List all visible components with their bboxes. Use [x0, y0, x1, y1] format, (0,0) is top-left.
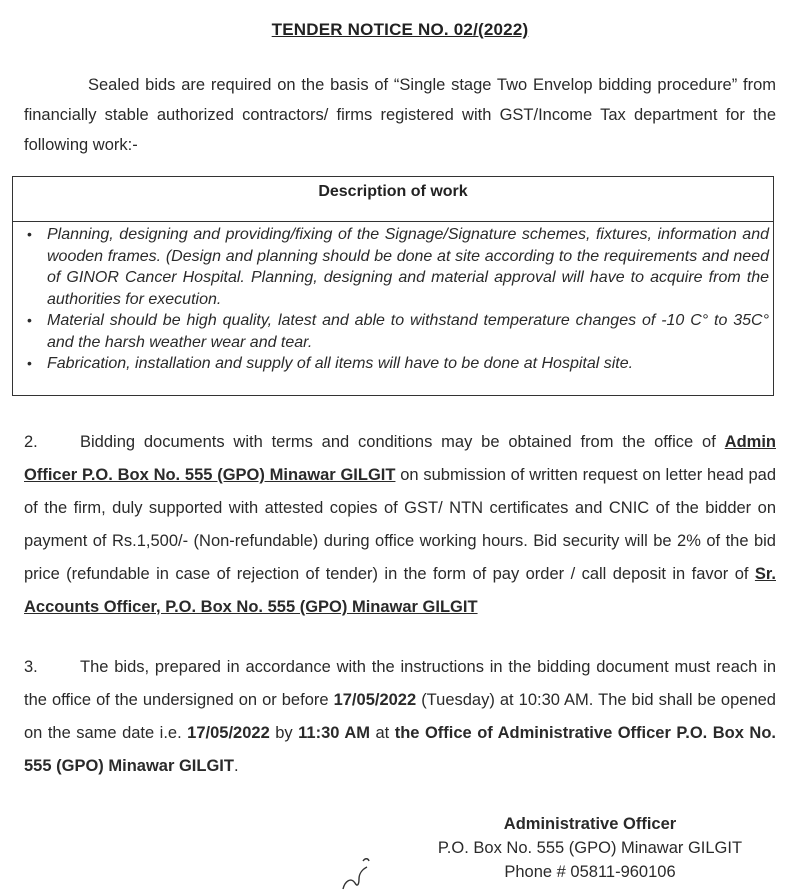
work-item [23, 310, 769, 353]
bullet-icon: • [27, 226, 32, 242]
paragraph-3 [24, 651, 776, 783]
admin-officer-address: Admin Officer P.O. Box No. 555 (GPO) Minawar GILGIT [24, 433, 776, 484]
para3-text-c: by [269, 724, 299, 742]
opening-time: 11:30 AM [298, 724, 370, 742]
para2-text-a: Bidding documents with terms and conditions may be obtained from the office of [80, 433, 725, 451]
para3-text-a: The bids, prepared in accordance with the instructions in the bidding document must reach in the office of the undersigned on or before [24, 658, 776, 709]
bullet-icon: • [27, 312, 32, 328]
intro-paragraph: Sealed bids are required on the basis of “Single stage Two Envelop bidding procedure” from financially stable authorized contractors/ firms registered with GST/Income Tax department for the following work:- [24, 76, 776, 154]
work-table-header: Description of work [13, 177, 773, 222]
paragraph-number: 2. [24, 433, 38, 451]
para3-text-e: . [233, 757, 239, 775]
work-item [23, 224, 769, 310]
work-item-text: Material should be high quality, latest and able to withstand temperature changes of -10 C° to 35C° and the harsh weather wear and tear. [47, 312, 769, 351]
submission-date: 17/05/2022 [333, 691, 417, 709]
para2-text-b: on submission of written request on letter head pad of the firm, duly supported with attested copies of GST/ NTN certificates and CNIC of the bidder on payment of Rs.1,500/- (Non-refundable) during office working hours. Bid security will be 2% of the bid price (refundable in case of rejection of tender) in the form of pay order / call deposit in favor of [24, 466, 776, 583]
bullet-icon: • [27, 355, 32, 371]
paragraph-2 [24, 426, 776, 624]
signature-block [400, 812, 780, 884]
signatory-phone: Phone # 05811-960106 [504, 863, 676, 881]
opening-date: 17/05/2022 [187, 724, 270, 742]
signature-scribble-icon [335, 855, 375, 890]
work-description-table [12, 176, 774, 396]
signatory-address: P.O. Box No. 555 (GPO) Minawar GILGIT [437, 839, 743, 857]
opening-venue: the Office of Administrative Officer P.O. Box No. 555 (GPO) Minawar GILGIT [24, 724, 776, 775]
work-item [23, 353, 769, 375]
paragraph-number: 3. [24, 658, 38, 676]
work-items-list [13, 222, 773, 375]
notice-title: TENDER NOTICE NO. 02/(2022) [271, 20, 529, 39]
work-item-text: Fabrication, installation and supply of all items will have to be done at Hospital site. [47, 355, 634, 372]
para3-text-b: (Tuesday) at 10:30 AM. The bid shall be opened on the same date i.e. [24, 691, 776, 742]
accounts-officer-address: Sr. Accounts Officer, P.O. Box No. 555 (GPO) Minawar GILGIT [24, 565, 776, 616]
signatory-title: Administrative Officer [503, 815, 677, 833]
para3-text-d: at [369, 724, 395, 742]
work-item-text: Planning, designing and providing/fixing of the Signage/Signature schemes, fixtures, information and wooden frames. (Design and planning should be done at site according to the requirements and need of GINOR Cancer Hospital. Planning, designing and material approval will have to acquire from the authorities for execution. [47, 226, 769, 308]
